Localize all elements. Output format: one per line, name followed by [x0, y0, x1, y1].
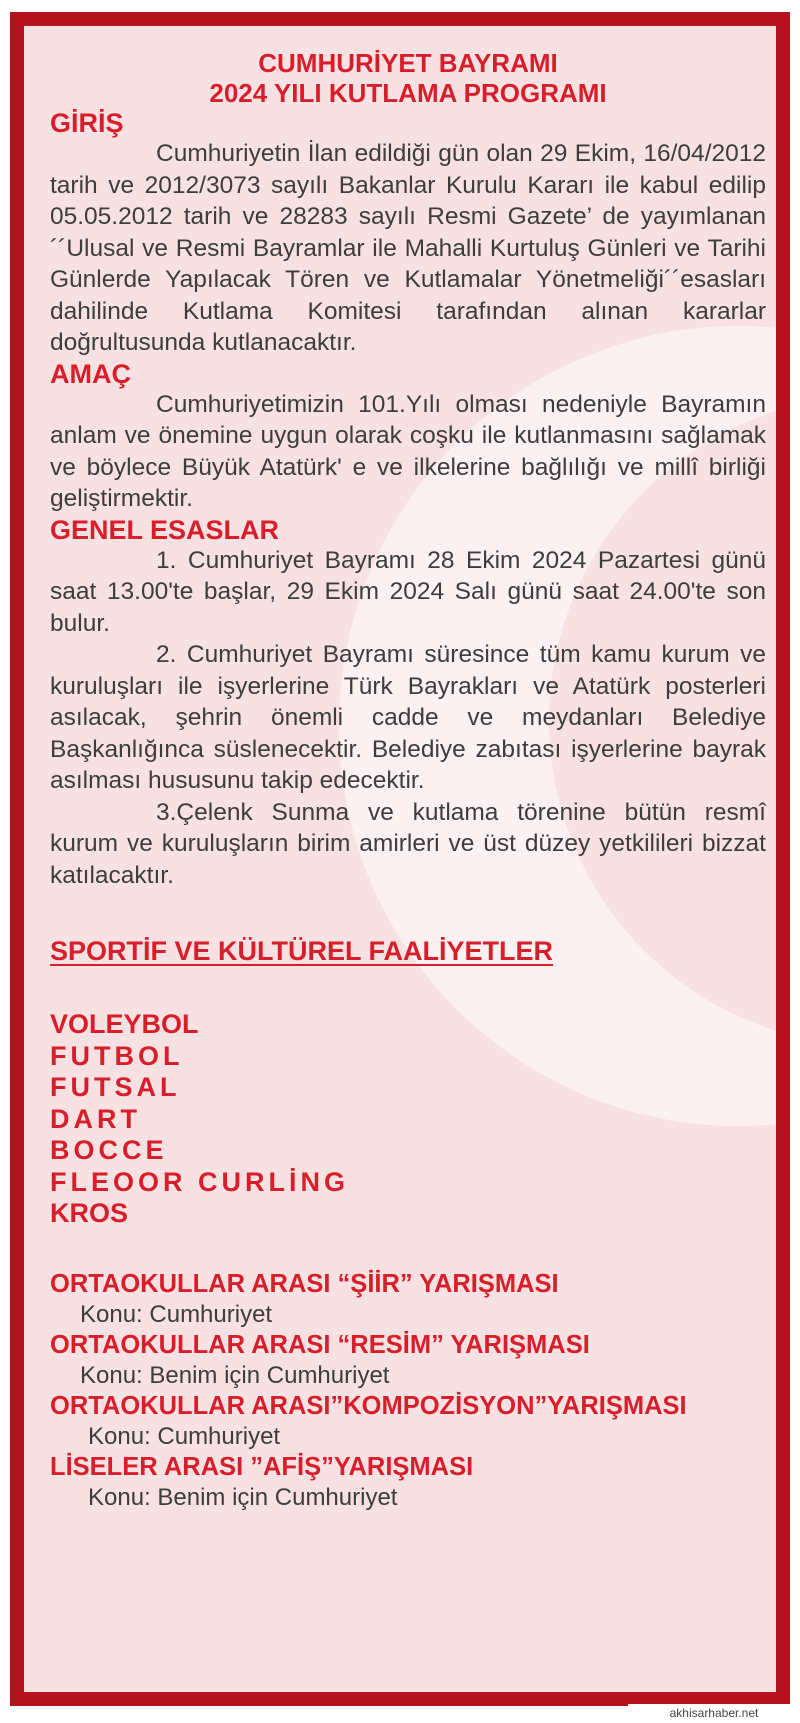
competition-title: ORTAOKULLAR ARASI “RESİM” YARIŞMASI	[50, 1330, 590, 1359]
document-content	[50, 48, 766, 1512]
sport-item: FUTSAL	[50, 1072, 181, 1102]
amac-paragraph: Cumhuriyetimizin 101.Yılı olması nedeniyle Bayramın anlam ve önemine uygun olarak coşku ile kutlanmasını sağlamak ve böylece Büyük Atatürk' e ve ilkelerine bağlılığı ve millî birliği geliştirmektir.	[50, 390, 766, 512]
genel-esaslar-item-3: 3.Çelenk Sunma ve kutlama törenine bütün resmî kurum ve kuruluşların birim amirleri ve üst düzey yetkilileri bizzat katılacaktır.	[50, 798, 766, 889]
section-heading-amac: AMAÇ	[50, 358, 131, 389]
competition-topic: Konu: Benim için Cumhuriyet	[88, 1483, 398, 1511]
competition-title: ORTAOKULLAR ARASI”KOMPOZİSYON”YARIŞMASI	[50, 1391, 687, 1420]
sport-item: VOLEYBOL	[50, 1009, 199, 1039]
sport-item: DART	[50, 1103, 141, 1134]
competition-topic: Konu: Cumhuriyet	[88, 1422, 281, 1450]
sport-item: FLEOOR CURLİNG	[50, 1166, 349, 1197]
document-paper	[24, 26, 776, 1692]
competition-title: ORTAOKULLAR ARASI “ŞİİR” YARIŞMASI	[50, 1269, 559, 1298]
document-title-line2: 2024 YILI KUTLAMA PROGRAMI	[209, 78, 607, 108]
source-watermark: akhisarhaber.net	[628, 1704, 800, 1723]
genel-esaslar-item-1: 1. Cumhuriyet Bayramı 28 Ekim 2024 Pazartesi günü saat 13.00'te başlar, 29 Ekim 2024 Salı günü saat 24.00'te son bulur.	[50, 546, 766, 637]
competition-topic: Konu: Cumhuriyet	[80, 1300, 273, 1328]
sport-item: BOCCE	[50, 1135, 168, 1165]
section-heading-genel-esaslar: GENEL ESASLAR	[50, 514, 280, 545]
sport-item: FUTBOL	[50, 1040, 184, 1071]
section-heading-giris: GİRİŞ	[50, 108, 124, 138]
sports-list	[50, 1009, 766, 1230]
competition-topic: Konu: Benim için Cumhuriyet	[80, 1361, 390, 1389]
document-frame	[10, 12, 790, 1706]
sport-item: KROS	[50, 1198, 129, 1228]
document-title-line1: CUMHURİYET BAYRAMI	[258, 48, 558, 78]
genel-esaslar-item-2: 2. Cumhuriyet Bayramı süresince tüm kamu kurum ve kuruluşları ile işyerlerine Türk Bayrakları ve Atatürk posterleri asılacak, şehrin önemli cadde ve meydanları Belediye Başkanlığınca süslenecektir. Belediye zabıtası işyerlerine bayrak asılması hususunu takip edecektir.	[50, 641, 766, 794]
competition-title: LİSELER ARASI ”AFİŞ”YARIŞMASI	[50, 1452, 474, 1481]
giris-paragraph: Cumhuriyetin İlan edildiği gün olan 29 Ekim, 16/04/2012 tarih ve 2012/3073 sayılı Bakanlar Kurulu Kararı ile kabul edilip 05.05.2012 tarih ve 28283 sayılı Resmi Gazete’ de yayımlanan ´´Ulusal ve Resmi Bayramlar ile Mahalli Kurtuluş Günleri ve Tarihi Günlerde Yapılacak Tören ve Kutlamalar Yönetmeliği´´esasları dahilinde Kutlama Komitesi tarafından alınan kararlar doğrultusunda kutlanacaktır.	[50, 140, 766, 356]
section-heading-sportif: SPORTİF VE KÜLTÜREL FAALİYETLER	[50, 936, 554, 966]
competitions-list	[50, 1268, 766, 1512]
